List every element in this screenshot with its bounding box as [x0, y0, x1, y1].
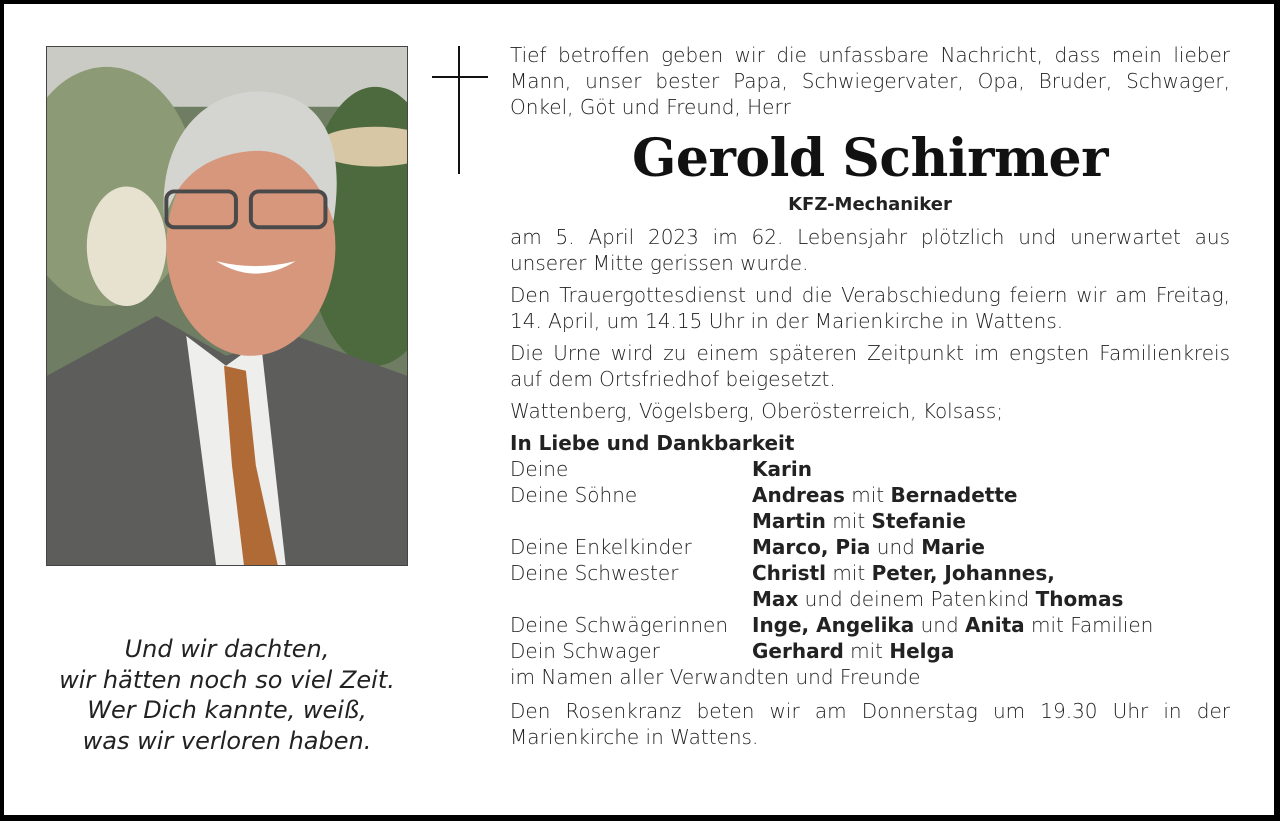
family-relation: Deine Söhne — [510, 483, 638, 507]
family-names — [752, 508, 1230, 534]
family-member-name: Peter, Johannes, — [871, 561, 1055, 585]
relatives-line: im Namen aller Verwandten und Freunde — [510, 665, 921, 689]
obituary-text — [510, 42, 1230, 750]
obituary-sheet — [4, 4, 1274, 815]
family-names — [752, 482, 1230, 508]
family-relation: Deine Enkelkinder — [510, 535, 692, 559]
family-member-name: Bernadette — [890, 483, 1018, 507]
family-list — [510, 456, 1230, 664]
connector-text: mit — [825, 509, 872, 533]
family-member-name: Andreas — [752, 483, 845, 507]
connector-text: mit — [825, 561, 872, 585]
family-member-name: Helga — [889, 639, 955, 663]
rosary-info: Den Rosenkranz beten wir am Donnerstag um 19.30 Uhr in der Marienkirche in Wattens. — [510, 699, 1230, 749]
family-member-name: Karin — [752, 457, 812, 481]
connector-text: und deinem Patenkind — [798, 587, 1036, 611]
family-relation: Dein Schwager — [510, 639, 660, 663]
portrait-illustration — [47, 47, 407, 565]
family-names — [752, 638, 1230, 664]
family-names — [752, 612, 1230, 638]
family-relation-empty — [510, 586, 752, 612]
family-member-name: Max — [752, 587, 799, 611]
death-notice: am 5. April 2023 im 62. Lebensjahr plötzlich und unerwartet aus unserer Mitte gerissen wurde. — [510, 225, 1230, 275]
connector-text: und — [914, 613, 965, 637]
connector-text: und — [870, 535, 922, 559]
signoff: In Liebe und Dankbarkeit — [510, 431, 795, 455]
connector-text: mit — [844, 483, 891, 507]
connector-text: mit — [843, 639, 890, 663]
family-names — [752, 456, 1230, 482]
places-list: Wattenberg, Vögelsberg, Oberösterreich, Kolsass; — [510, 399, 1003, 423]
family-relation-empty — [510, 508, 752, 534]
intro-text: Tief betroffen geben wir die unfassbare Nachricht, dass mein lieber Mann, unser bester Papa, Schwiegervater, Opa, Bruder, Schwager, Onkel, Göt und Freund, Herr — [510, 43, 1230, 119]
family-names — [752, 560, 1230, 586]
poem-line: Und wir dachten, — [124, 635, 330, 663]
deceased-name: Gerold Schirmer — [632, 128, 1108, 189]
poem-line: Wer Dich kannte, weiß, — [87, 696, 367, 724]
family-relation: Deine Schwägerinnen — [510, 613, 728, 637]
family-member-name: Marco, Pia — [752, 535, 871, 559]
family-member-name: Martin — [752, 509, 826, 533]
connector-text: mit Familien — [1024, 613, 1154, 637]
family-member-name: Thomas — [1035, 587, 1124, 611]
family-names — [752, 586, 1230, 612]
deceased-profession: KFZ-Mechaniker — [788, 194, 952, 215]
family-member-name: Christl — [752, 561, 826, 585]
poem-line: was wir verloren haben. — [82, 726, 372, 755]
funeral-service-info: Den Trauergottesdienst und die Verabschiedung feiern wir am Freitag, 14. April, um 14.15 Uhr in der Marienkirche in Wattens. — [510, 283, 1230, 333]
urn-burial-info: Die Urne wird zu einem späteren Zeitpunkt im engsten Familienkreis auf dem Ortsfriedhof beigesetzt. — [510, 341, 1230, 391]
family-relation: Deine Schwester — [510, 561, 679, 585]
portrait-photo — [46, 46, 408, 566]
family-relation: Deine — [510, 457, 569, 481]
family-member-name: Stefanie — [871, 509, 966, 533]
family-member-name: Anita — [965, 613, 1025, 637]
family-member-name: Inge, Angelika — [752, 613, 915, 637]
family-names — [752, 534, 1230, 560]
memorial-poem — [46, 634, 408, 756]
poem-line: wir hätten noch so viel Zeit. — [59, 665, 395, 694]
family-member-name: Gerhard — [752, 639, 844, 663]
family-member-name: Marie — [921, 535, 985, 559]
cross-icon — [458, 46, 460, 174]
cross-icon-bar — [432, 76, 488, 78]
